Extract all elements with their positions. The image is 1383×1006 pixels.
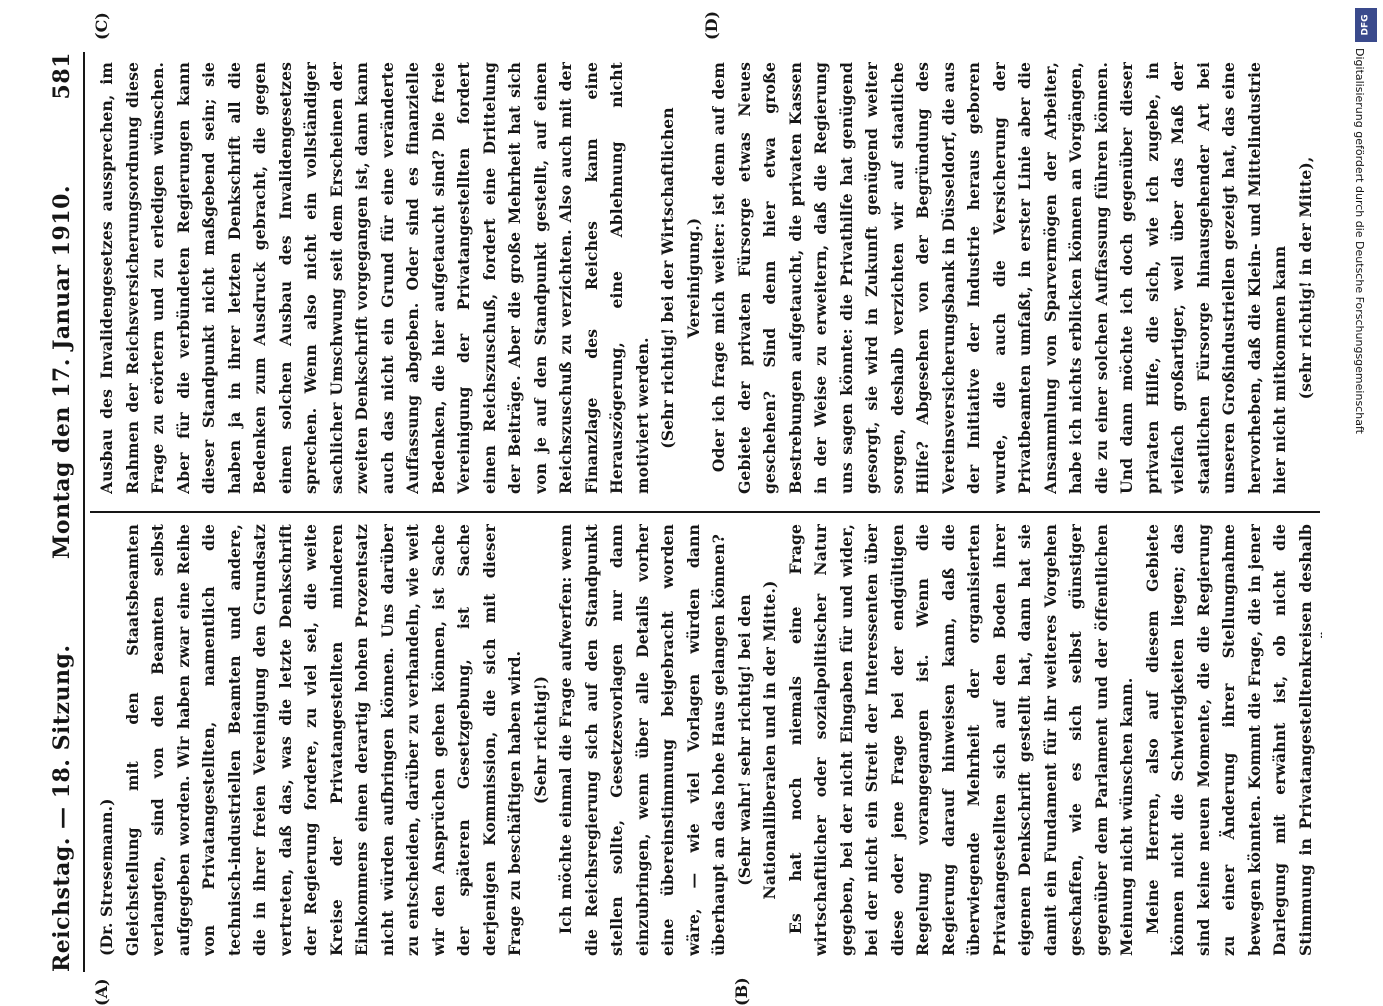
header-rule xyxy=(83,52,85,972)
interjection: (Sehr richtig!) xyxy=(530,675,550,805)
paragraph: Gleichstellung mit den Staatsbeamten verlangten, sind von den Beamten selbst aufgegeben worden. Wir haben zwar eine Reihe von Privatangestellten, namentlich die technisch-industriellen Beamten und andere, die in ihrer freien Vereinigung den Grundsatz vertreten, daß das, was die letzte Denkschrift der Regierung fordere, zu viel sei, die weite Kreise der Privatangestellten minderen Einkommens einen derartig hohen Prozentsatz nicht würden aufbringen können. Uns darüber zu entscheiden, darüber zu verhandeln, wie weit wir den Ansprüchen gehen können, ist Sache der späteren Gesetzgebung, ist Sache derjenigen Kommission, die sich mit dieser Frage zu beschäftigen haben wird. xyxy=(122,524,524,956)
left-column xyxy=(94,524,1322,956)
digitization-credit: Digitalisierung gefördert durch die Deutsche Forschungsgemeinschaft xyxy=(1353,48,1366,434)
interjection: (sehr richtig! in der Mitte), xyxy=(1295,156,1315,400)
paragraph xyxy=(1318,62,1322,494)
running-header xyxy=(42,52,82,972)
paragraph: Es hat noch niemals eine Frage wirtschaftlicher oder sozialpolitischer Natur gegeben, bei der nicht Eingaben für und wider, bei der nicht ein Streit der Interessenten über diese oder jene Frage bei der endgültigen Regelung vorangegangen ist. Wenn die Regierung darauf hinweisen kann, daß die überwiegende Mehrheit der organisierten Privatangestellten sich auf den Boden ihrer eigenen Denkschrift gestellt hat, dann hat sie damit ein Fundament für ihr weiteres Vorgehen geschaffen, wie es sich selbst günstiger gegenüber dem Parlament und der öffentlichen Meinung nicht wünschen kann. xyxy=(785,524,1136,956)
document-page xyxy=(42,10,1332,1006)
paragraph: Ich möchte einmal die Frage aufwerfen: wenn die Reichsregierung sich auf den Standpunkt stellen sollte, Gesetzesvorlagen nur dann einzubringen, wenn über alle Details vorher eine übereinstimmung beigebracht worden wäre, — wie viel Vorlagen würden dann überhaupt an das hohe Haus gelangen können? xyxy=(556,524,728,956)
page-number: 581 xyxy=(49,52,75,100)
column-divider xyxy=(90,511,1320,513)
dfg-logo: DFG xyxy=(1355,8,1377,42)
speaker-name: (Dr. Stresemann.) xyxy=(97,798,116,956)
paragraph: Oder ich frage mich weiter: ist denn auf dem Gebiete der privaten Fürsorge etwas Neues geschehen? Sind denn hier etwa große Bestrebungen aufgetaucht, die privaten Kassen in der Weise zu erweitern, daß die Regierung uns sagen könnte: die Privathilfe hat genügend gesorgt, sie wird in Zukunft genügend weiter sorgen, deshalb verzichten wir auf staatliche Hilfe? Abgesehen von der Begründung des Vereinsversicherungsbank in Düsseldorf, die aus der Initiative der Industrie heraus geboren wurde, die auch die Versicherung der Privatbeamten umfaßt, in erster Linie aber die Ansammlung von Sparvermögen der Arbeiter, habe ich nichts erblicken können an Vorgängen, die zu einer solchen Auffassung führen können. Und dann möchte ich doch gegenüber dieser privaten Hilfe, die sich, wie ich zugebe, in vielfach großartiger, weil über das Maß der staatlichen Fürsorge hinausgehender Art bei unseren Großindustriellen gezeigt hat, das eine hervorheben, daß die Klein- und Mittelindustrie hier nicht mitkommen kann xyxy=(709,62,1289,494)
interjection: (Sehr richtig! bei der Wirtschaftlichen Vereinigung.) xyxy=(658,107,703,449)
interjection: (Sehr wahr! sehr richtig! bei den Nationalliberalen und in der Mitte.) xyxy=(734,580,779,900)
margin-marker-a: (A) xyxy=(92,978,111,1006)
header-date: Montag den 17. Januar 1910. xyxy=(49,184,75,559)
paragraph: Ausbau des Invalidengesetzes aussprechen, im Rahmen der Reichsversicherungsordnung diese Frage zu erörtern und zu erledigen wünschen. Aber für die verbündeten Regierungen kann dieser Standpunkt nicht maßgebend sein; sie haben ja in ihrer letzten Denkschrift all die Bedenken zum Ausdruck gebracht, die gegen einen solchen Ausbau des Invalidengesetzes sprechen. Wenn also nicht ein vollständiger sachlicher Umschwung seit dem Erscheinen der zweiten Denkschrift vorgegangen ist, dann kann auch das nicht ein Grund für eine veränderte Auffassung abgeben. Oder sind es finanzielle Bedenken, die hier aufgetaucht sind? Die freie Vereinigung der Privatangestellten fordert einen Reichszuschuß, fordert eine Drittelung der Beiträge. Aber die große Mehrheit hat sich von je auf den Standpunkt gestellt, auf einen Reichszuschuß zu verzichten. Also auch mit der Finanzlage des Reiches kann eine Herauszögerung, eine Ablehnung nicht motiviert werden. xyxy=(97,62,652,494)
margin-marker-c: (C) xyxy=(92,12,111,40)
margin-marker-b: (B) xyxy=(732,977,751,1006)
paragraph: Meine Herren, also auf diesem Gebiete können nicht die Schwierigkeiten liegen; das sind keine neuen Momente, die die Regierung zu einer Änderung ihrer Stellungnahme bewegen könnten. Kommt die Frage, die in jener Darlegung mit erwähnt ist, ob nicht die Stimmung in Privatangestelltenkreisen deshalb xyxy=(1142,524,1315,956)
header-session: Reichstag. — 18. Sitzung. xyxy=(49,644,75,972)
right-column xyxy=(94,62,1322,494)
margin-marker-d: (D) xyxy=(702,10,721,40)
